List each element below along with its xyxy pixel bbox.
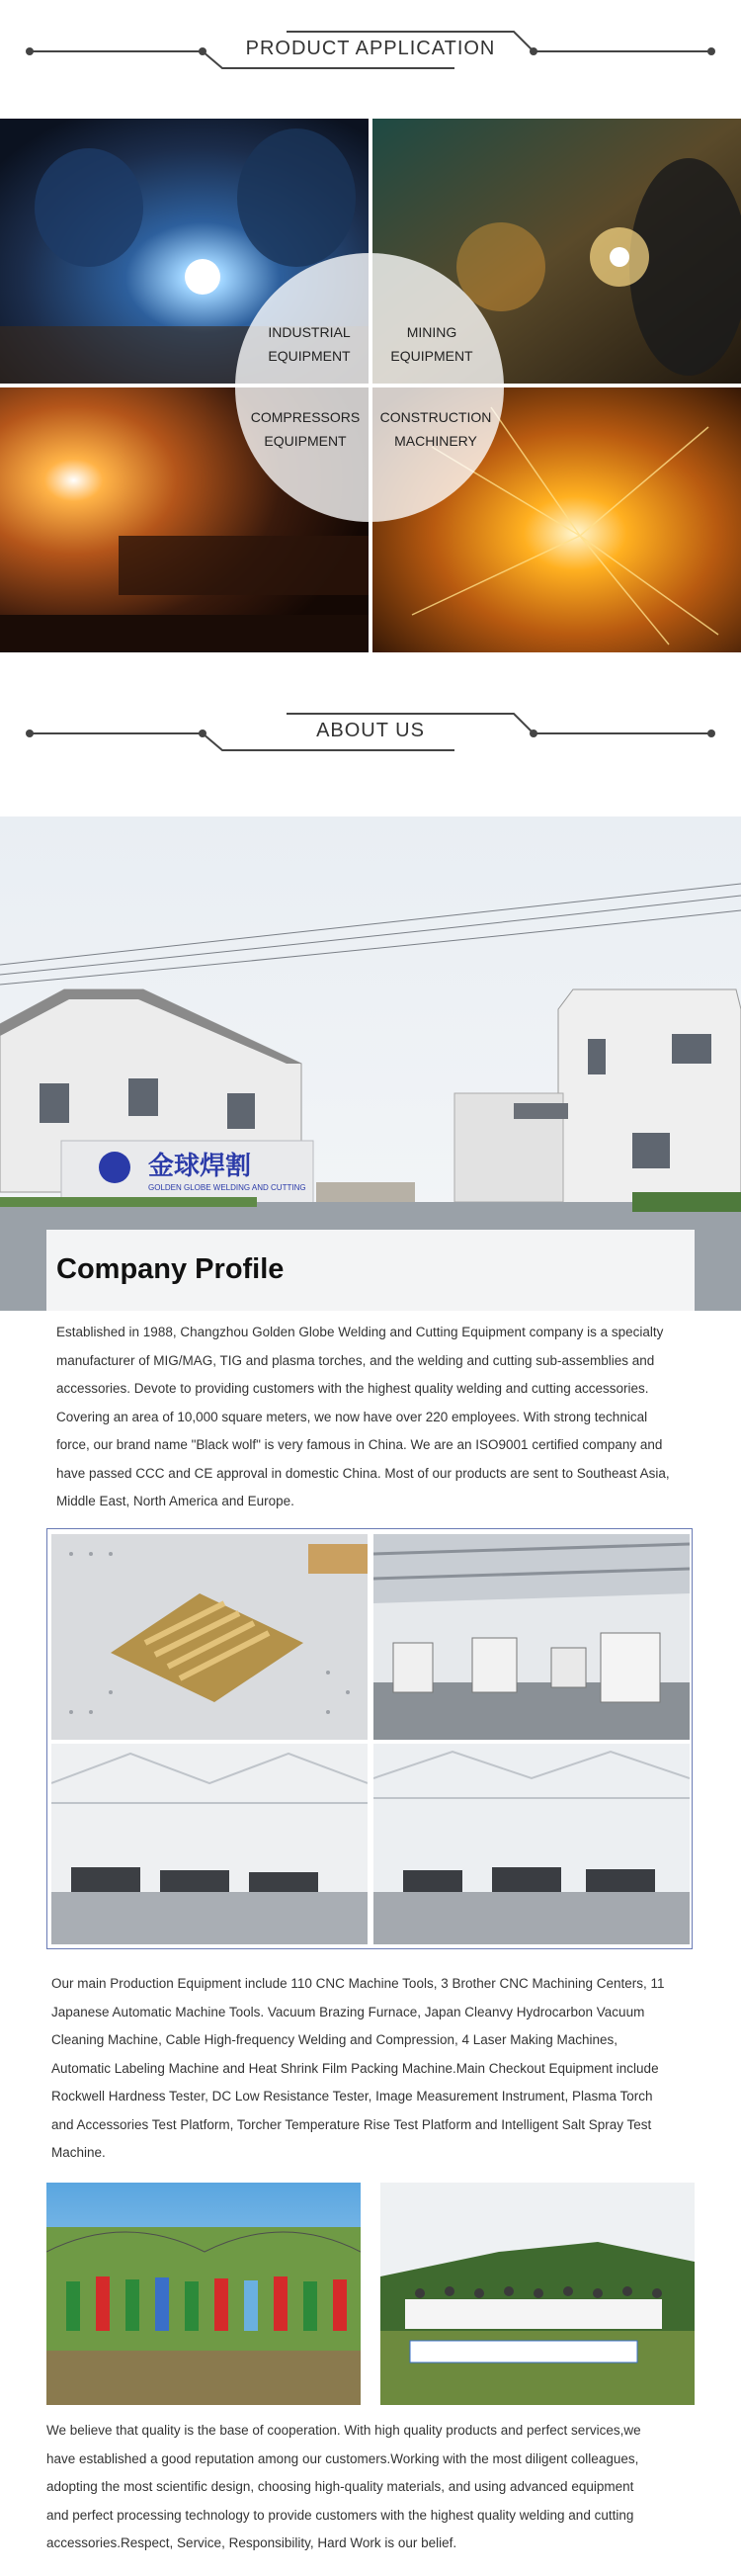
section-title-product-application: PRODUCT APPLICATION [245, 38, 496, 59]
label-compressors-equipment [241, 405, 370, 453]
label-construction-machinery [371, 405, 500, 453]
text-line: Cleaning Machine, Cable High-frequency Welding and Compression, 4 Laser Making Machines, [51, 2032, 618, 2047]
text-line: adopting the most scientific design, choosing high-quality materials, and using advanced equipment [46, 2479, 634, 2494]
photo-team-group [380, 2183, 695, 2405]
text-line: force, our brand name "Black wolf" is very famous in China. We are an ISO9001 certified company and [56, 1437, 663, 1452]
photo-cnc-workshop-2 [51, 1744, 368, 1944]
factory-sign-english: GOLDEN GLOBE WELDING AND CUTTING [148, 1183, 306, 1192]
text-line: Covering an area of 10,000 square meters, we now have over 220 employees. With strong technical [56, 1409, 648, 1424]
section-title-about-us: ABOUT US [316, 720, 425, 741]
label-line: EQUIPMENT [264, 433, 347, 449]
label-industrial-equipment [245, 320, 373, 368]
label-line: MACHINERY [394, 433, 477, 449]
about-us-header [0, 704, 741, 763]
product-application-header [0, 22, 741, 81]
company-profile-text [56, 1319, 699, 1516]
label-line: EQUIPMENT [268, 348, 351, 364]
text-line: have passed CCC and CE approval in domestic China. Most of our products are sent to Southeast Asia, [56, 1465, 670, 1481]
text-line: Middle East, North America and Europe. [56, 1494, 294, 1508]
text-line: and Accessories Test Platform, Torcher Temperature Rise Test Platform and Intelligent Salt Spray Test [51, 2116, 652, 2132]
text-line: Rockwell Hardness Tester, DC Low Resistance Tester, Image Measurement Instrument, Plasma Torch [51, 2089, 653, 2104]
text-line: Japanese Automatic Machine Tools. Vacuum Brazing Furnace, Japan Cleanvy Hydrocarbon Vacuum [51, 2004, 645, 2019]
text-line: accessories.Respect, Service, Responsibility, Hard Work is our belief. [46, 2535, 457, 2550]
text-line: and perfect processing technology to provide customers with the highest quality welding and cutting [46, 2507, 634, 2523]
label-line: INDUSTRIAL [268, 324, 351, 340]
factory-sign-chinese: 金球焊割 [148, 1152, 252, 1181]
belief-text [46, 2417, 703, 2558]
equipment-text [51, 1970, 703, 2168]
application-circle-overlay [235, 253, 504, 522]
text-line: Our main Production Equipment include 110 CNC Machine Tools, 3 Brother CNC Machining Centers, 11 [51, 1976, 665, 1991]
photo-cnc-workshop-3 [373, 1744, 690, 1944]
text-line: Machine. [51, 2145, 106, 2160]
text-line: Established in 1988, Changzhou Golden Globe Welding and Cutting Equipment company is a specialty [56, 1325, 664, 1339]
label-line: CONSTRUCTION [379, 409, 492, 425]
company-profile-heading: Company Profile [56, 1253, 285, 1285]
photo-team-outdoor [46, 2183, 361, 2405]
text-line: manufacturer of MIG/MAG, TIG and plasma torches, and the welding and cutting sub-assemblies and [56, 1352, 655, 1368]
photo-torch-parts-tray [51, 1534, 368, 1740]
label-line: MINING [406, 324, 457, 340]
photo-cnc-workshop-1 [373, 1534, 690, 1740]
label-line: EQUIPMENT [390, 348, 473, 364]
text-line: We believe that quality is the base of cooperation. With high quality products and perfect services,we [46, 2423, 641, 2438]
text-line: have established a good reputation among our customers.Working with the most diligent colleagues, [46, 2450, 639, 2466]
text-line: accessories. Devote to providing customers with the highest quality welding and cutting accessories. [56, 1381, 649, 1396]
text-line: Automatic Labeling Machine and Heat Shrink Film Packing Machine.Main Checkout Equipment include [51, 2060, 659, 2076]
label-mining-equipment [368, 320, 496, 368]
label-line: COMPRESSORS [250, 409, 361, 425]
